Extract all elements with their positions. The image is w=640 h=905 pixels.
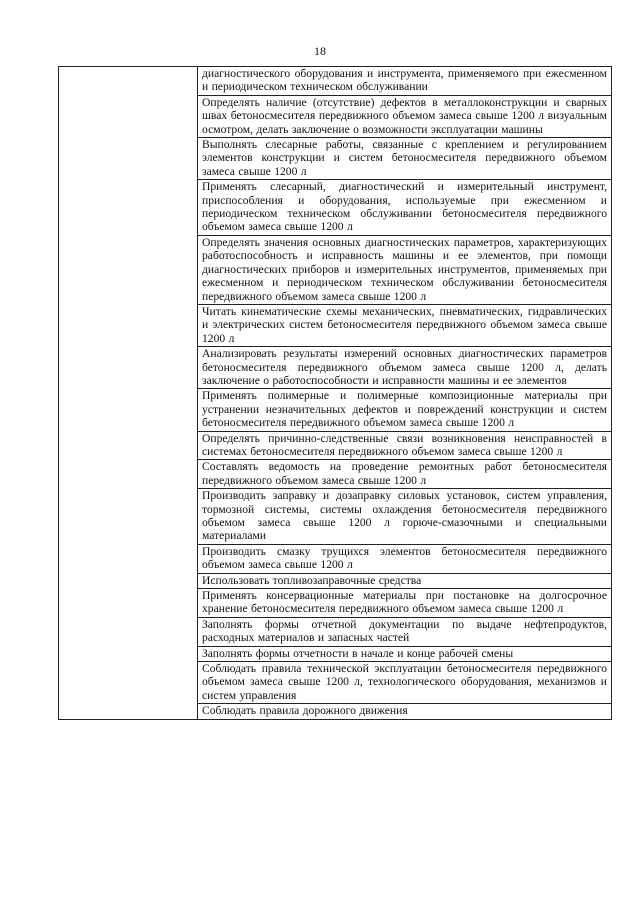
skill-cell: Использовать топливозаправочные средства: [198, 573, 612, 588]
skill-cell: Заполнять формы отчетности в начале и конце рабочей смены: [198, 646, 612, 661]
skill-cell: Выполнять слесарные работы, связанные с креплением и регулированием элементов конструкции и систем бетоносмесителя передвижного объемом замеса свыше 1200 л: [198, 138, 612, 180]
skill-cell: Применять слесарный, диагностический и измерительный инструмент, приспособления и оборудования, используемые при ежесменном и периодическом техническом обслуживании бетоносмесителя передвижного объемом замеса свыше 1200 л: [198, 180, 612, 236]
skill-cell: Применять полимерные и полимерные композиционные материалы при устранении незначительных дефектов и повреждений конструкции и систем бетоносмесителя передвижного объемом замеса свыше 1200 л: [198, 389, 612, 431]
skill-cell: диагностического оборудования и инструмента, применяемого при ежесменном и периодическом техническом обслуживании: [198, 67, 612, 96]
skill-cell: Составлять ведомость на проведение ремонтных работ бетоносмесителя передвижного объемом замеса свыше 1200 л: [198, 460, 612, 489]
skill-cell: Производить смазку трущихся элементов бетоносмесителя передвижного объемом замеса свыше 1200 л: [198, 544, 612, 573]
skill-cell: Анализировать результаты измерений основных диагностических параметров бетоносмесителя передвижного объемом замеса свыше 1200 л, делать заключение о работоспособности и исправности машины и ее элементов: [198, 347, 612, 389]
requirements-table: [58, 66, 612, 720]
skill-cell: Определять причинно-следственные связи возникновения неисправностей в системах бетоносмесителя передвижного объемом замеса свыше 1200 л: [198, 431, 612, 460]
skill-cell: Производить заправку и дозаправку силовых установок, систем управления, тормозной системы, системы охлаждения бетоносмесителя передвижного объемом замеса свыше 1200 л горюче-смазочными и специальными материалами: [198, 489, 612, 545]
skill-cell: Соблюдать правила технической эксплуатации бетоносмесителя передвижного объемом замеса свыше 1200 л, технологического оборудования, механизмов и систем управления: [198, 662, 612, 704]
skill-cell: Определять значения основных диагностических параметров, характеризующих работоспособность и исправность машины и ее элементов, при помощи диагностических приборов и измерительных инструментов, применяемых при ежесменном и периодическом техническом обслуживании бетоносмесителя передвижного объемом замеса свыше 1200 л: [198, 235, 612, 304]
empty-left-column: [59, 67, 198, 720]
skill-cell: Соблюдать правила дорожного движения: [198, 704, 612, 719]
table-row: [59, 67, 612, 96]
skill-cell: Заполнять формы отчетной документации по выдаче нефтепродуктов, расходных материалов и запасных частей: [198, 617, 612, 646]
page-number: 18: [314, 44, 326, 58]
skill-cell: Определять наличие (отсутствие) дефектов в металлоконструкции и сварных швах бетоносмесителя передвижного объемом замеса свыше 1200 л визуальным осмотром, делать заключение о возможности эксплуатации машины: [198, 95, 612, 137]
skill-cell: Применять консервационные материалы при постановке на долгосрочное хранение бетоносмесителя передвижного объемом замеса свыше 1200 л: [198, 589, 612, 618]
skill-cell: Читать кинематические схемы механических, пневматических, гидравлических и электрических систем бетоносмесителя передвижного объемом замеса свыше 1200 л: [198, 304, 612, 346]
